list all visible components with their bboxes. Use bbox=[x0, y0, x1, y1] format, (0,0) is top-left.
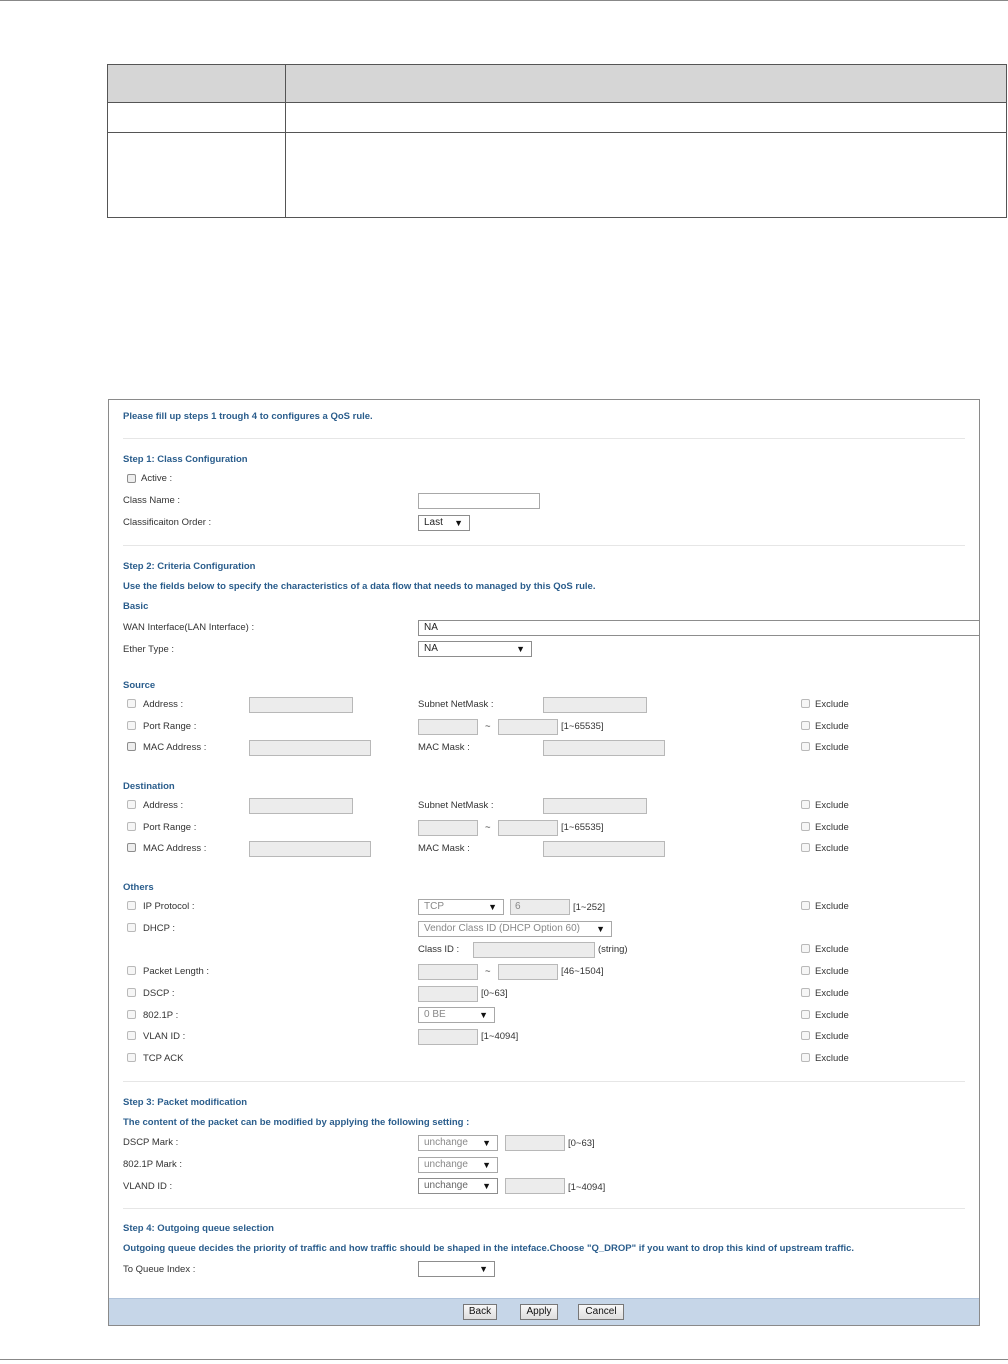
step3-description: The content of the packet can be modified by applying the following setting : bbox=[123, 1117, 470, 1128]
dhcp-value: Vendor Class ID (DHCP Option 60) bbox=[424, 923, 580, 934]
p8021-exclude-checkbox[interactable] bbox=[801, 1010, 810, 1019]
button-bar bbox=[109, 1298, 980, 1326]
vland-id-select[interactable] bbox=[418, 1178, 498, 1194]
p8021-mark-value: unchange bbox=[424, 1159, 468, 1170]
p8021-select[interactable] bbox=[418, 1007, 495, 1023]
dropdown-arrow-icon: ▼ bbox=[454, 518, 463, 528]
vland-id-hint: [1~4094] bbox=[568, 1182, 606, 1193]
source-port-exclude-checkbox[interactable] bbox=[801, 721, 810, 730]
step4-description: Outgoing queue decides the priority of traffic and how traffic should be shaped in the inteface.Choose "Q_DROP" if you want to drop this kind of upstream traffic. bbox=[123, 1243, 855, 1254]
ip-protocol-label: IP Protocol : bbox=[143, 901, 195, 912]
packet-length-hint: [46~1504] bbox=[561, 966, 604, 977]
classification-order-value: Last bbox=[424, 517, 443, 528]
dest-subnet-input[interactable] bbox=[543, 798, 647, 814]
vlan-id-label: VLAN ID : bbox=[143, 1031, 186, 1042]
dest-address-label: Address : bbox=[143, 800, 184, 811]
dest-port-end-input[interactable] bbox=[498, 820, 558, 836]
exclude-label: Exclude bbox=[815, 800, 849, 811]
dhcp-exclude-checkbox[interactable] bbox=[801, 944, 810, 953]
dropdown-arrow-icon: ▼ bbox=[482, 1138, 491, 1148]
tilde: ~ bbox=[485, 721, 491, 732]
vlan-id-input[interactable] bbox=[418, 1029, 478, 1045]
step1-title: Step 1: Class Configuration bbox=[123, 454, 248, 465]
source-mac-input[interactable] bbox=[249, 740, 371, 756]
tcp-ack-exclude-checkbox[interactable] bbox=[801, 1053, 810, 1062]
queue-index-select[interactable] bbox=[418, 1261, 495, 1277]
class-id-input[interactable] bbox=[473, 942, 595, 958]
ip-protocol-number-input[interactable]: 6 bbox=[510, 899, 570, 915]
source-port-end-input[interactable] bbox=[498, 719, 558, 735]
queue-index-label: To Queue Index : bbox=[123, 1264, 196, 1275]
vland-id-input[interactable] bbox=[505, 1178, 565, 1194]
dropdown-arrow-icon: ▼ bbox=[516, 644, 525, 654]
packet-length-max-input[interactable] bbox=[498, 964, 558, 980]
source-mac-exclude-checkbox[interactable] bbox=[801, 742, 810, 751]
source-title: Source bbox=[123, 680, 156, 691]
vlan-id-exclude-checkbox[interactable] bbox=[801, 1031, 810, 1040]
classification-order-label: Classificaiton Order : bbox=[123, 517, 212, 528]
dest-address-checkbox[interactable] bbox=[127, 800, 136, 809]
wan-interface-value: NA bbox=[424, 622, 438, 633]
source-address-checkbox[interactable] bbox=[127, 699, 136, 708]
classification-order-select[interactable] bbox=[418, 515, 470, 531]
vland-id-value: unchange bbox=[424, 1180, 468, 1191]
exclude-label: Exclude bbox=[815, 721, 849, 732]
dest-port-exclude-checkbox[interactable] bbox=[801, 822, 810, 831]
wan-interface-label: WAN Interface(LAN Interface) : bbox=[123, 622, 255, 633]
port-range-hint: [1~65535] bbox=[561, 721, 604, 732]
dropdown-arrow-icon: ▼ bbox=[488, 902, 497, 912]
dropdown-arrow-icon: ▼ bbox=[479, 1264, 488, 1274]
class-id-label: Class ID : bbox=[418, 944, 460, 955]
exclude-label: Exclude bbox=[815, 843, 849, 854]
ip-protocol-exclude-checkbox[interactable] bbox=[801, 901, 810, 910]
source-address-label: Address : bbox=[143, 699, 184, 710]
step2-description: Use the fields below to specify the characteristics of a data flow that needs to managed by this QoS rule. bbox=[123, 581, 596, 592]
step4-title: Step 4: Outgoing queue selection bbox=[123, 1223, 274, 1234]
exclude-label: Exclude bbox=[815, 1053, 849, 1064]
p8021-checkbox[interactable] bbox=[127, 1010, 136, 1019]
p8021-value: 0 BE bbox=[424, 1009, 446, 1020]
dest-mac-input[interactable] bbox=[249, 841, 371, 857]
ether-type-value: NA bbox=[424, 643, 438, 654]
port-range-hint: [1~65535] bbox=[561, 822, 604, 833]
tcp-ack-label: TCP ACK bbox=[143, 1053, 184, 1064]
exclude-label: Exclude bbox=[815, 742, 849, 753]
divider bbox=[123, 438, 965, 439]
divider bbox=[123, 1081, 965, 1082]
dropdown-arrow-icon: ▼ bbox=[479, 1010, 488, 1020]
dest-mac-label: MAC Address : bbox=[143, 843, 207, 854]
source-subnet-label: Subnet NetMask : bbox=[418, 699, 494, 710]
page-top-rule bbox=[0, 0, 1008, 1]
dest-port-start-input[interactable] bbox=[418, 820, 478, 836]
vland-id-label: VLAND ID : bbox=[123, 1181, 173, 1192]
class-id-hint: (string) bbox=[598, 944, 628, 955]
source-port-label: Port Range : bbox=[143, 721, 197, 732]
table-header-row bbox=[108, 65, 1006, 103]
source-subnet-input[interactable] bbox=[543, 697, 647, 713]
ip-protocol-value: TCP bbox=[424, 901, 444, 912]
tilde: ~ bbox=[485, 966, 491, 977]
source-port-checkbox[interactable] bbox=[127, 721, 136, 730]
p8021-mark-select[interactable] bbox=[418, 1157, 498, 1173]
dscp-exclude-checkbox[interactable] bbox=[801, 988, 810, 997]
dest-mac-checkbox[interactable] bbox=[127, 843, 136, 852]
class-name-input[interactable] bbox=[418, 493, 540, 509]
dhcp-checkbox[interactable] bbox=[127, 923, 136, 932]
source-mac-checkbox[interactable] bbox=[127, 742, 136, 751]
ip-protocol-hint: [1~252] bbox=[573, 902, 605, 913]
dscp-mark-hint: [0~63] bbox=[568, 1138, 595, 1149]
source-mac-label: MAC Address : bbox=[143, 742, 207, 753]
active-checkbox[interactable] bbox=[127, 474, 136, 483]
dest-mac-mask-input[interactable] bbox=[543, 841, 665, 857]
class-name-label: Class Name : bbox=[123, 495, 181, 506]
source-mac-mask-label: MAC Mask : bbox=[418, 742, 470, 753]
dest-address-input[interactable] bbox=[249, 798, 353, 814]
exclude-label: Exclude bbox=[815, 944, 849, 955]
active-label: Active : bbox=[141, 473, 173, 484]
packet-length-min-input[interactable] bbox=[418, 964, 478, 980]
exclude-label: Exclude bbox=[815, 966, 849, 977]
table-column-divider bbox=[285, 65, 286, 217]
p8021-mark-label: 802.1P Mark : bbox=[123, 1159, 182, 1170]
dscp-mark-select[interactable] bbox=[418, 1135, 498, 1151]
dest-mac-exclude-checkbox[interactable] bbox=[801, 843, 810, 852]
p8021-label: 802.1P : bbox=[143, 1010, 179, 1021]
source-address-input[interactable] bbox=[249, 697, 353, 713]
packet-length-label: Packet Length : bbox=[143, 966, 210, 977]
qos-class-setup-panel bbox=[108, 399, 980, 1326]
step3-title: Step 3: Packet modification bbox=[123, 1097, 248, 1108]
exclude-label: Exclude bbox=[815, 1010, 849, 1021]
exclude-label: Exclude bbox=[815, 901, 849, 912]
intro-text: Please fill up steps 1 trough 4 to configures a QoS rule. bbox=[123, 411, 373, 422]
dest-port-checkbox[interactable] bbox=[127, 822, 136, 831]
dest-mac-mask-label: MAC Mask : bbox=[418, 843, 470, 854]
packet-length-checkbox[interactable] bbox=[127, 966, 136, 975]
dscp-mark-label: DSCP Mark : bbox=[123, 1137, 179, 1148]
ip-protocol-checkbox[interactable] bbox=[127, 901, 136, 910]
source-port-start-input[interactable] bbox=[418, 719, 478, 735]
dest-port-label: Port Range : bbox=[143, 822, 197, 833]
packet-length-exclude-checkbox[interactable] bbox=[801, 966, 810, 975]
source-address-exclude-checkbox[interactable] bbox=[801, 699, 810, 708]
dscp-input[interactable] bbox=[418, 986, 478, 1002]
divider bbox=[123, 1208, 965, 1209]
exclude-label: Exclude bbox=[815, 1031, 849, 1042]
source-mac-mask-input[interactable] bbox=[543, 740, 665, 756]
dhcp-label: DHCP : bbox=[143, 923, 176, 934]
page-bottom-rule bbox=[0, 1359, 1008, 1360]
ether-type-label: Ether Type : bbox=[123, 644, 175, 655]
ether-type-select[interactable] bbox=[418, 641, 532, 657]
dropdown-arrow-icon: ▼ bbox=[596, 924, 605, 934]
exclude-label: Exclude bbox=[815, 822, 849, 833]
divider bbox=[123, 545, 965, 546]
others-title: Others bbox=[123, 882, 154, 893]
dscp-hint: [0~63] bbox=[481, 988, 508, 999]
exclude-label: Exclude bbox=[815, 699, 849, 710]
table-row bbox=[108, 133, 1006, 217]
tilde: ~ bbox=[485, 822, 491, 833]
dest-subnet-label: Subnet NetMask : bbox=[418, 800, 494, 811]
description-table bbox=[107, 64, 1007, 218]
table-row bbox=[108, 103, 1006, 133]
basic-title: Basic bbox=[123, 601, 149, 612]
destination-title: Destination bbox=[123, 781, 175, 792]
dest-address-exclude-checkbox[interactable] bbox=[801, 800, 810, 809]
dscp-mark-input[interactable] bbox=[505, 1135, 565, 1151]
dhcp-select[interactable] bbox=[418, 921, 612, 937]
step2-title: Step 2: Criteria Configuration bbox=[123, 561, 256, 572]
cancel-button[interactable]: Cancel bbox=[578, 1304, 624, 1320]
dropdown-arrow-icon: ▼ bbox=[482, 1160, 491, 1170]
vlan-id-checkbox[interactable] bbox=[127, 1031, 136, 1040]
dropdown-arrow-icon: ▼ bbox=[482, 1181, 491, 1191]
tcp-ack-checkbox[interactable] bbox=[127, 1053, 136, 1062]
wan-interface-select[interactable] bbox=[418, 620, 980, 636]
dscp-checkbox[interactable] bbox=[127, 988, 136, 997]
dscp-label: DSCP : bbox=[143, 988, 175, 999]
apply-button[interactable]: Apply bbox=[520, 1304, 558, 1320]
back-button[interactable]: Back bbox=[463, 1304, 497, 1320]
vlan-id-hint: [1~4094] bbox=[481, 1031, 519, 1042]
ip-protocol-select[interactable] bbox=[418, 899, 504, 915]
dscp-mark-value: unchange bbox=[424, 1137, 468, 1148]
exclude-label: Exclude bbox=[815, 988, 849, 999]
